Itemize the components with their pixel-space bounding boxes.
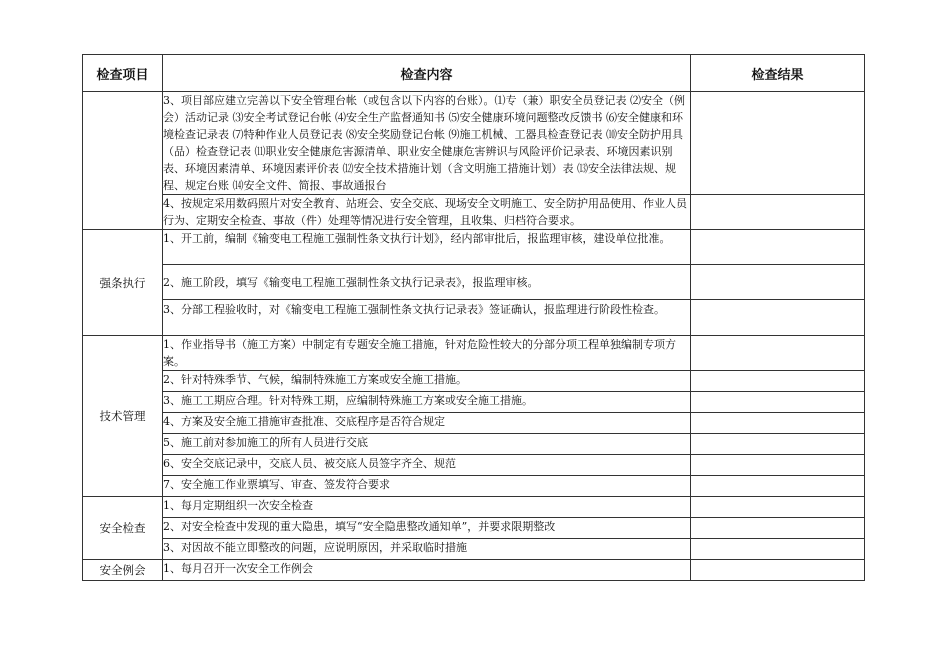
- table-row: [83, 476, 865, 497]
- result-cell[interactable]: [691, 560, 865, 581]
- result-cell[interactable]: [691, 497, 865, 518]
- table-row: [83, 539, 865, 560]
- content-cell: 1、每月定期组织一次安全检查: [163, 497, 691, 518]
- table-row: [83, 300, 865, 336]
- result-cell[interactable]: [691, 434, 865, 455]
- content-cell: 3、对因故不能立即整改的问题，应说明原因，并采取临时措施: [163, 539, 691, 560]
- result-cell[interactable]: [691, 392, 865, 413]
- result-cell[interactable]: [691, 92, 865, 195]
- content-cell: 5、施工前对参加施工的所有人员进行交底: [163, 434, 691, 455]
- category-cell: 安全例会: [83, 560, 163, 581]
- category-cell: 安全检查: [83, 497, 163, 560]
- table-row: [83, 92, 865, 195]
- table-row: [83, 518, 865, 539]
- result-cell[interactable]: [691, 455, 865, 476]
- table-row: [83, 434, 865, 455]
- table-row: [83, 265, 865, 300]
- table-row: [83, 560, 865, 581]
- header-item: 检查项目: [83, 55, 163, 92]
- result-cell[interactable]: [691, 230, 865, 265]
- result-cell[interactable]: [691, 518, 865, 539]
- table-row: [83, 455, 865, 476]
- result-cell[interactable]: [691, 300, 865, 336]
- content-cell: 4、按规定采用数码照片对安全教育、站班会、安全交底、现场安全文明施工、安全防护用品使用、作业人员行为、定期安全检查、事故（件）处理等情况进行安全管理，且收集、归档符合要求。: [163, 195, 691, 230]
- content-cell: 1、作业指导书（施工方案）中制定有专题安全施工措施，针对危险性较大的分部分项工程单独编制专项方案。: [163, 336, 691, 371]
- content-cell: 2、施工阶段，填写《输变电工程施工强制性条文执行记录表》，报监理审核。: [163, 265, 691, 300]
- table-row: [83, 392, 865, 413]
- category-cell: 强条执行: [83, 230, 163, 336]
- content-cell: 2、针对特殊季节、气候，编制特殊施工方案或安全施工措施。: [163, 371, 691, 392]
- result-cell[interactable]: [691, 371, 865, 392]
- table-row: [83, 230, 865, 265]
- content-cell: 1、每月召开一次安全工作例会: [163, 560, 691, 581]
- header-row: [83, 55, 865, 92]
- table-row: [83, 497, 865, 518]
- content-cell: 3、分部工程验收时，对《输变电工程施工强制性条文执行记录表》签证确认，报监理进行阶段性检查。: [163, 303, 665, 316]
- header-result: 检查结果: [691, 55, 865, 92]
- category-cell: [83, 92, 163, 230]
- result-cell[interactable]: [691, 336, 865, 371]
- content-cell: 6、安全交底记录中，交底人员、被交底人员签字齐全、规范: [163, 455, 691, 476]
- header-content: 检查内容: [163, 55, 691, 92]
- content-cell: 7、安全施工作业票填写、审查、签发符合要求: [163, 476, 691, 497]
- result-cell[interactable]: [691, 476, 865, 497]
- result-cell[interactable]: [691, 539, 865, 560]
- content-cell: 4、方案及安全施工措施审查批准、交底程序是否符合规定: [163, 413, 691, 434]
- inspection-table: [82, 54, 865, 581]
- content-cell: 1、开工前，编制《输变电工程施工强制性条文执行计划》，经内部审批后，报监理审核，建设单位批准。: [163, 230, 691, 265]
- table-row: [83, 195, 865, 230]
- content-cell: 3、施工工期应合理。针对特殊工期，应编制特殊施工方案或安全施工措施。: [163, 392, 691, 413]
- table-row: [83, 371, 865, 392]
- content-cell: 2、对安全检查中发现的重大隐患，填写“安全隐患整改通知单”，并要求限期整改: [163, 518, 691, 539]
- content-cell: 3、项目部应建立完善以下安全管理台帐（或包含以下内容的台账）。⑴专（兼）职安全员登记表 ⑵安全（例会）活动记录 ⑶安全考试登记台帐 ⑷安全生产监督通知书 ⑸安全健康环境问题整改反馈书 ⑹安全健康和环境检查记录表 ⑺特种作业人员登记表 ⑻安全奖励登记台帐 ⑼施工机械、工器具检查登记表 ⑽安全防护用具（品）检查登记表 ⑾职业安全健康危害源清单、职业安全健康危害辨识与风险评价记录表、环境因素识别表、环境因素清单、环境因素评价表 ⑿安全技术措施计划（含文明施工措施计划）表 ⒀安全法律法规、规程、规定台账 ⒁安全文件、简报、事故通报台: [163, 94, 685, 192]
- result-cell[interactable]: [691, 265, 865, 300]
- table-row: [83, 413, 865, 434]
- category-cell: 技术管理: [83, 336, 163, 497]
- table-row: [83, 336, 865, 371]
- result-cell[interactable]: [691, 413, 865, 434]
- result-cell[interactable]: [691, 195, 865, 230]
